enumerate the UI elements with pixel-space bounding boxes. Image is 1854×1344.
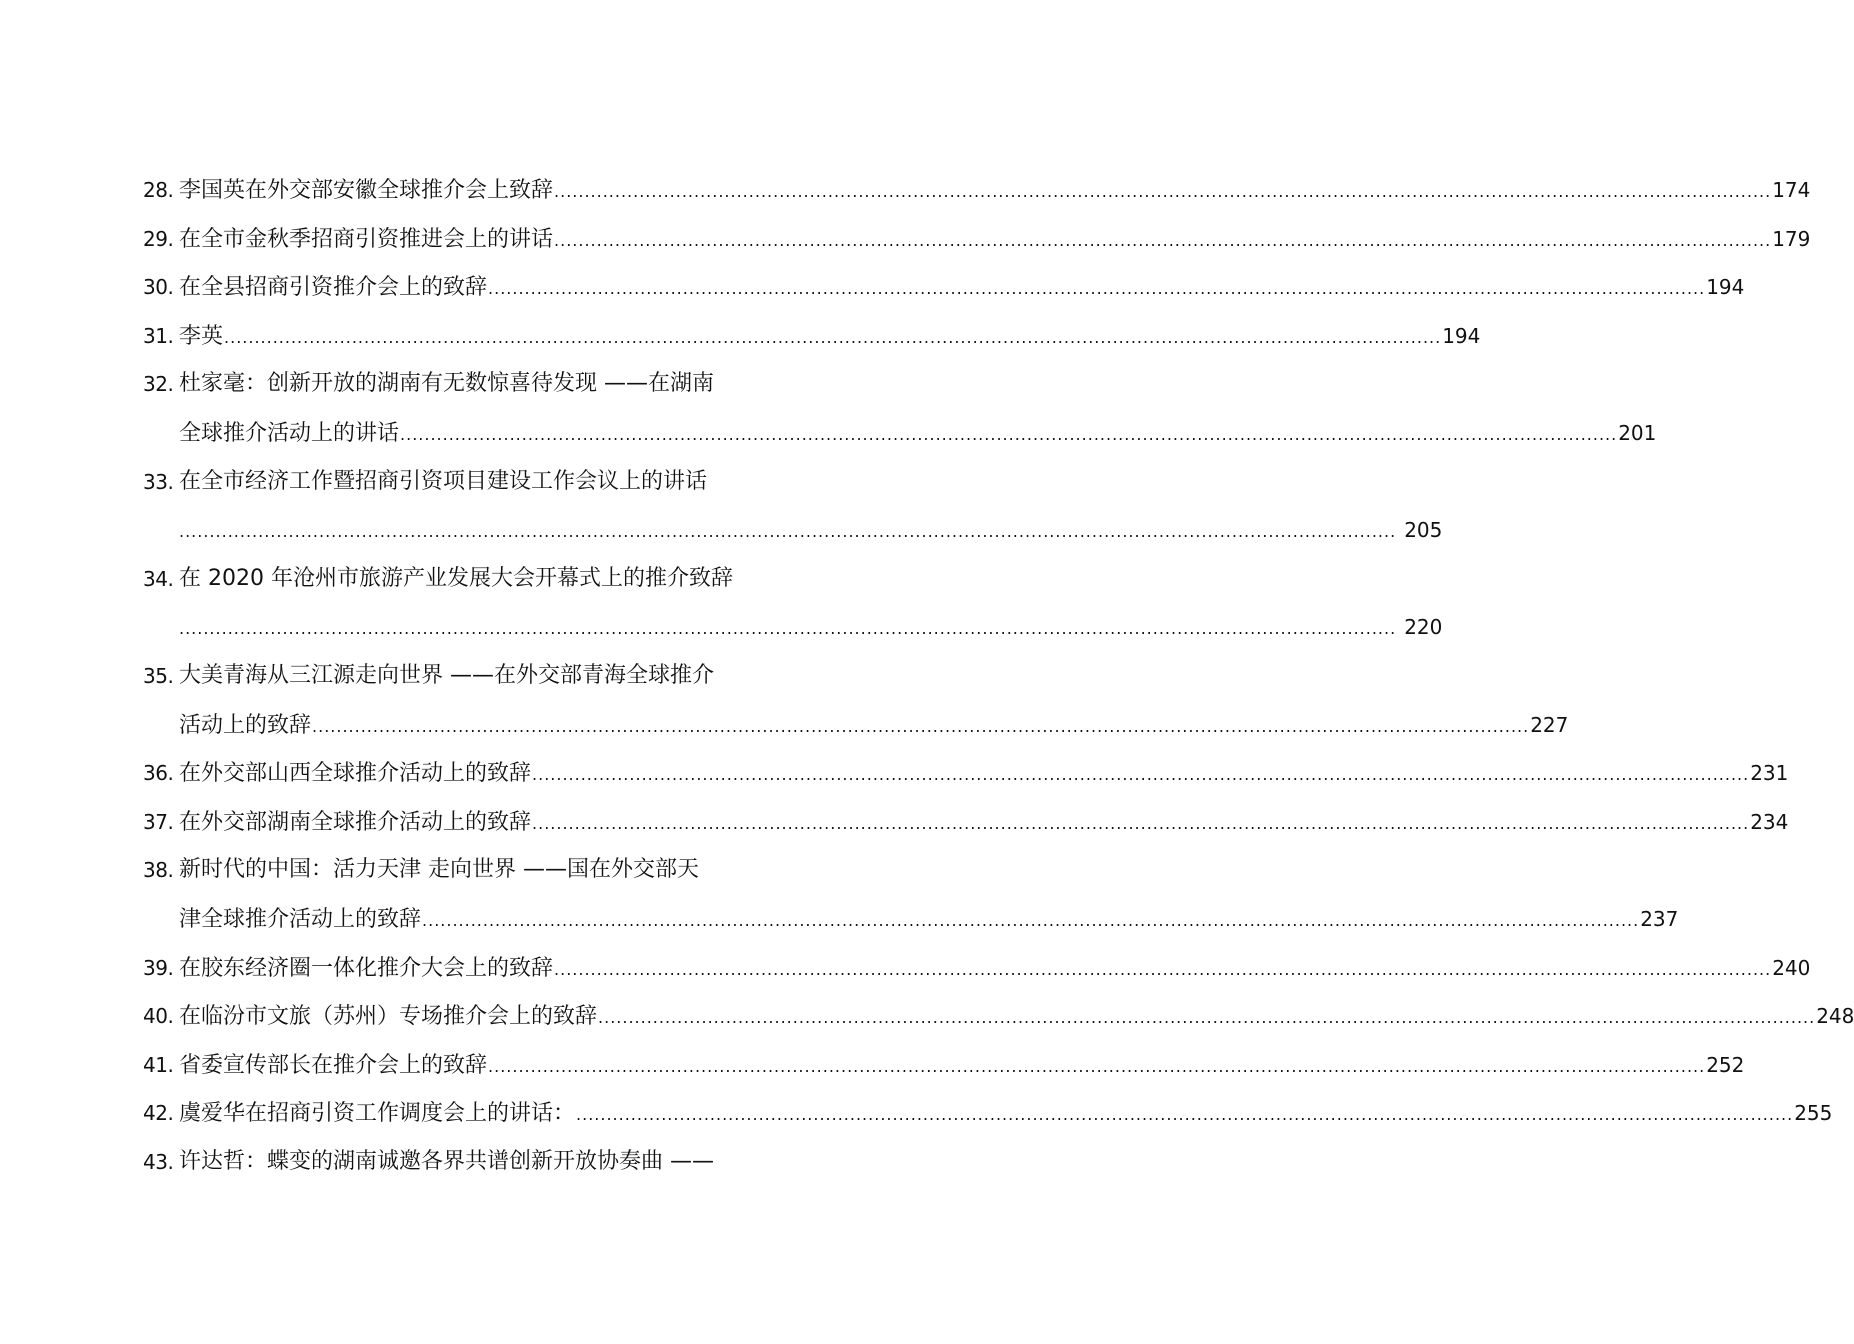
toc-page-number: 220 [1404, 615, 1443, 640]
toc-entry-title: 杜家毫：创新开放的湖南有无数惊喜待发现 ——在湖南 [179, 371, 714, 397]
dot-leader: ........................................................................................................................................................................................................ [488, 1056, 1706, 1076]
toc-entry-line [143, 652, 806, 701]
toc-entry[interactable] [143, 360, 1657, 457]
toc-entry-number: 38. [143, 858, 174, 883]
toc-entry-number: 30. [143, 275, 174, 300]
toc-entry-number: 28. [143, 178, 174, 202]
dot-leader: ........................................................................................................................................................................................................ [532, 813, 1750, 833]
toc-entry-line [143, 360, 806, 409]
toc-entry-line [143, 215, 1811, 264]
toc-entry-number: 34. [143, 566, 174, 591]
toc-entry-line [143, 458, 806, 507]
toc-entry[interactable] [143, 749, 1789, 798]
dot-leader: ........................................................................................................................................................................................................ [554, 959, 1772, 979]
toc-entry-title: 李英 [179, 323, 224, 349]
toc-page-number: 194 [1442, 323, 1481, 348]
toc-leader-row [179, 263, 1745, 314]
toc-entry-title: 新时代的中国：活力天津 走向世界 ——国在外交部天 [179, 857, 699, 883]
toc-entry-number: 36. [143, 761, 174, 786]
toc-entry-line [143, 798, 1789, 847]
toc-entry-line [143, 603, 1443, 652]
toc-page-number: 237 [1640, 906, 1679, 931]
toc-entry-title: 在外交部湖南全球推介活动上的致辞 [179, 809, 532, 835]
dot-leader: ........................................................................................................................................................................................................ [576, 1105, 1794, 1125]
toc-entry-line [143, 701, 1569, 750]
toc-entry-line [143, 1089, 1833, 1138]
toc-entry[interactable] [143, 992, 1854, 1041]
toc-entry[interactable] [143, 1138, 806, 1187]
toc-entry-number: 39. [143, 955, 174, 980]
toc-entry-number: 29. [143, 226, 174, 251]
toc-leader-row [179, 701, 1569, 752]
toc-leader-row [179, 506, 1443, 557]
toc-page-number: 227 [1530, 712, 1569, 737]
toc-entry[interactable] [143, 555, 1443, 652]
toc-entry-line [143, 992, 1854, 1041]
toc-leader-row [179, 944, 1811, 995]
toc-leader-row [179, 603, 1443, 654]
toc-entry-title: 活动上的致辞 [179, 712, 312, 738]
toc-entry-title: 李国英在外交部安徽全球推介会上致辞 [179, 178, 554, 203]
toc-entry-line [143, 555, 806, 604]
toc-entry-title: 津全球推介活动上的致辞 [179, 906, 422, 932]
dot-leader: ........................................................................................................................................................................................................ [312, 716, 1530, 736]
dot-leader: ........................................................................................................................................................................................................ [554, 230, 1772, 250]
toc-entry-line [143, 263, 1745, 312]
toc-entry-line [143, 506, 1443, 555]
dot-leader: ........................................................................................................................................................................................................ [179, 619, 1397, 639]
toc-page-number: 201 [1618, 420, 1657, 445]
toc-leader-row [179, 895, 1679, 946]
toc-entry-title: 在胶东经济圈一体化推介大会上的致辞 [179, 955, 554, 981]
toc-entry-title: 省委宣传部长在推介会上的致辞 [179, 1052, 488, 1078]
toc-entry-number: 35. [143, 663, 174, 688]
toc-entry-line [143, 1138, 806, 1187]
toc-entry-title: 在临汾市文旅（苏州）专场推介会上的致辞 [179, 1004, 598, 1030]
toc-entry-line [143, 166, 1811, 215]
toc-entry-line [143, 846, 806, 895]
toc-entry-number: 31. [143, 323, 174, 348]
toc-entry[interactable] [143, 846, 1679, 943]
toc-entry[interactable] [143, 263, 1745, 312]
toc-entry-line [143, 944, 1811, 993]
toc-entry-number: 41. [143, 1052, 174, 1077]
dot-leader: ........................................................................................................................................................................................................ [224, 327, 1442, 347]
toc-page-number: 194 [1706, 275, 1745, 300]
toc-leader-row [179, 312, 1481, 363]
toc-leader-row [179, 1089, 1833, 1140]
toc-entry[interactable] [143, 166, 1811, 215]
toc-page-number: 205 [1404, 518, 1443, 543]
table-of-contents [143, 166, 1854, 1186]
toc-entry-line [143, 312, 1481, 361]
toc-entry-number: 40. [143, 1004, 174, 1029]
toc-entry[interactable] [143, 1089, 1833, 1138]
toc-entry-title: 在外交部山西全球推介活动上的致辞 [179, 761, 532, 787]
toc-page-number: 174 [1772, 178, 1811, 202]
toc-entry-line [143, 749, 1789, 798]
toc-page-number: 179 [1772, 226, 1811, 251]
toc-entry-title: 在全市经济工作暨招商引资项目建设工作会议上的讲话 [179, 468, 708, 494]
toc-entry[interactable] [143, 798, 1789, 847]
dot-leader: ........................................................................................................................................................................................................ [422, 910, 1640, 930]
dot-leader: ........................................................................................................................................................................................................ [488, 279, 1706, 299]
toc-page-number: 255 [1794, 1101, 1833, 1126]
toc-leader-row [179, 166, 1811, 217]
toc-entry-title: 在 2020 年沧州市旅游产业发展大会开幕式上的推介致辞 [179, 565, 733, 591]
toc-entry-line [143, 1041, 1745, 1090]
dot-leader: ........................................................................................................................................................................................................ [554, 182, 1772, 201]
dot-leader: ........................................................................................................................................................................................................ [400, 424, 1618, 444]
toc-leader-row [179, 215, 1811, 266]
toc-leader-row [179, 749, 1789, 800]
toc-entry-title: 虞爱华在招商引资工作调度会上的讲话： [179, 1101, 576, 1127]
toc-page-number: 231 [1750, 761, 1789, 786]
dot-leader: ........................................................................................................................................................................................................ [179, 522, 1397, 542]
toc-leader-row [179, 992, 1854, 1043]
toc-entry-number: 42. [143, 1101, 174, 1126]
toc-entry-title: 全球推介活动上的讲话 [179, 420, 400, 446]
toc-entry-number: 32. [143, 372, 174, 397]
toc-page-number: 240 [1772, 955, 1811, 980]
dot-leader: ........................................................................................................................................................................................................ [598, 1008, 1816, 1028]
toc-page-number: 234 [1750, 809, 1789, 834]
toc-entry-number: 43. [143, 1149, 174, 1174]
toc-entry[interactable] [143, 312, 1481, 361]
toc-entry-title: 大美青海从三江源走向世界 ——在外交部青海全球推介 [179, 662, 714, 688]
toc-entry[interactable] [143, 215, 1811, 264]
toc-entry-line [143, 409, 1657, 458]
toc-leader-row [179, 409, 1657, 460]
toc-entry[interactable] [143, 1041, 1745, 1090]
toc-entry-number: 33. [143, 469, 174, 494]
toc-entry-line [143, 895, 1679, 944]
toc-leader-row [179, 1041, 1745, 1092]
toc-entry-title: 在全市金秋季招商引资推进会上的讲话 [179, 226, 554, 252]
dot-leader: ........................................................................................................................................................................................................ [532, 765, 1750, 785]
toc-page-number: 248 [1816, 1004, 1854, 1029]
toc-page-number: 252 [1706, 1052, 1745, 1077]
toc-entry-title: 在全县招商引资推介会上的致辞 [179, 275, 488, 301]
toc-entry[interactable] [143, 458, 1443, 555]
toc-entry-number: 37. [143, 809, 174, 834]
toc-entry[interactable] [143, 944, 1811, 993]
toc-leader-row [179, 798, 1789, 849]
toc-entry[interactable] [143, 652, 1569, 749]
toc-entry-title: 许达哲：蝶变的湖南诚邀各界共谱创新开放协奏曲 —— [179, 1148, 714, 1174]
